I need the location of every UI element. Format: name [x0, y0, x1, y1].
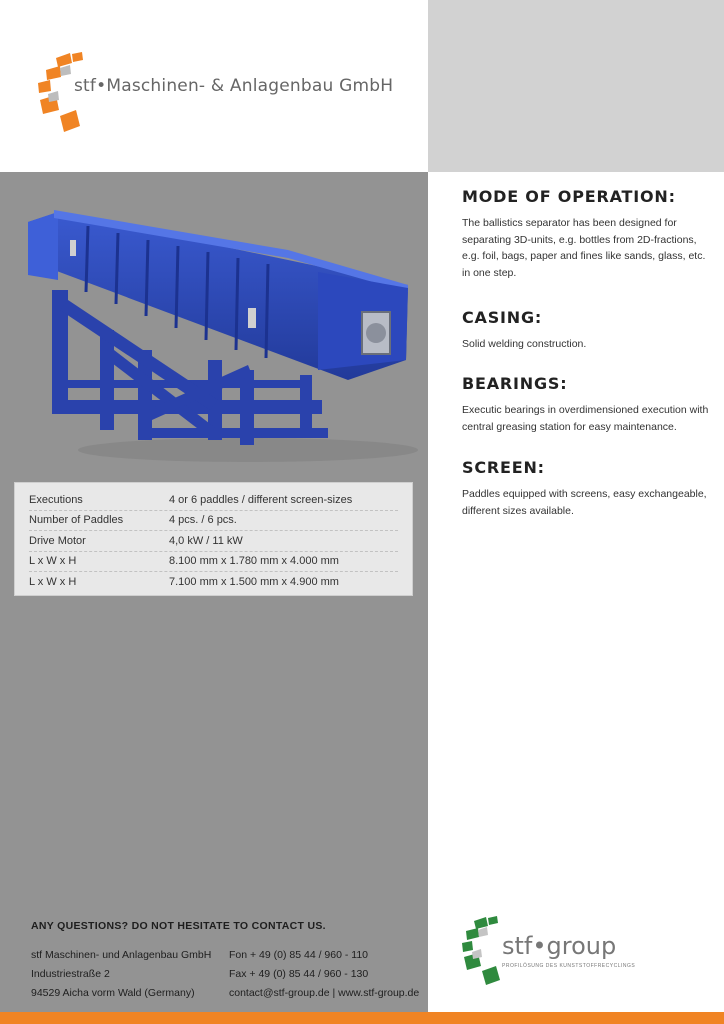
section-title: MODE OF OPERATION: [462, 187, 676, 206]
company-name: stf•Maschinen- & Anlagenbau GmbH [74, 76, 394, 96]
footer-orange-bar [0, 1012, 724, 1024]
section-title: SCREEN: [462, 458, 545, 477]
address-line: 94529 Aicha vorm Wald (Germany) [31, 987, 195, 999]
spec-row [29, 552, 398, 573]
contact-address [31, 946, 211, 1003]
spec-label: Drive Motor [29, 534, 86, 547]
section-casing [462, 308, 712, 353]
phone-line: Fon + 49 (0) 85 44 / 960 - 110 [229, 949, 369, 961]
section-operation [462, 187, 712, 281]
contact-phone [229, 946, 419, 1003]
right-white-panel [428, 172, 724, 1012]
spec-row [29, 490, 398, 511]
section-title: CASING: [462, 308, 543, 327]
spec-label: Executions [29, 493, 83, 506]
spec-table [14, 482, 413, 596]
contact-heading: ANY QUESTIONS? DO NOT HESITATE TO CONTACT US. [31, 920, 326, 932]
spec-value: 7.100 mm x 1.500 mm x 4.900 mm [169, 575, 339, 588]
section-screen [462, 458, 712, 519]
section-text: Solid welding construction. [462, 338, 587, 350]
contact-links[interactable]: contact@stf-group.de | www.stf-group.de [229, 987, 420, 999]
address-line: Industriestraße 2 [31, 968, 110, 980]
spec-row [29, 511, 398, 532]
header-gray-block [428, 0, 724, 172]
spec-label: L x W x H [29, 555, 77, 568]
spec-label: L x W x H [29, 575, 77, 588]
ballistic-separator-image [18, 200, 418, 470]
spec-value: 4 pcs. / 6 pcs. [169, 514, 237, 527]
section-text: Paddles equipped with screens, easy exchangeable, different sizes available. [462, 488, 707, 517]
spec-value: 4,0 kW / 11 kW [169, 534, 243, 547]
group-name: stf•group [502, 932, 617, 960]
section-text: Executic bearings in overdimensioned execution with central greasing station for easy maintenance. [462, 404, 709, 433]
spec-row [29, 572, 398, 592]
spec-label: Number of Paddles [29, 514, 124, 527]
spec-value: 4 or 6 paddles / different screen-sizes [169, 493, 353, 506]
spec-value: 8.100 mm x 1.780 mm x 4.000 mm [169, 555, 339, 568]
group-tagline: PROFILÖSUNG DES KUNSTSTOFFRECYCLINGS [502, 963, 636, 969]
fax-line: Fax + 49 (0) 85 44 / 960 - 130 [229, 968, 369, 980]
section-title: BEARINGS: [462, 374, 568, 393]
section-text: The ballistics separator has been designed for separating 3D-units, e.g. bottles from 2D-fractions, e.g. foil, bags, paper and fines like sands, glass, etc. in one step. [462, 217, 706, 279]
spec-row [29, 531, 398, 552]
address-line: stf Maschinen- und Anlagenbau GmbH [31, 949, 212, 961]
section-bearings [462, 374, 712, 435]
